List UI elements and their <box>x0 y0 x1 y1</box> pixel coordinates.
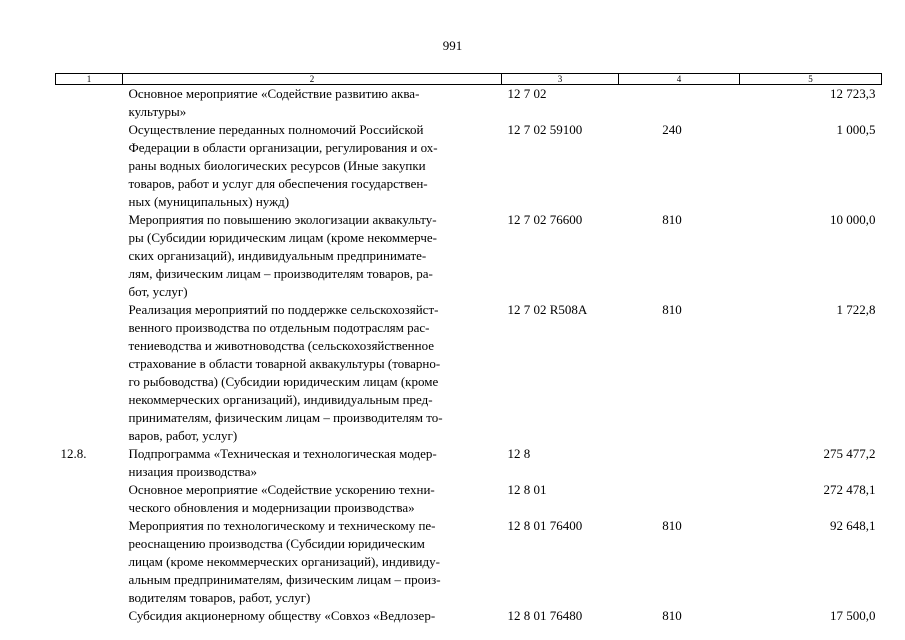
table-row <box>56 445 882 481</box>
expense-type-cell: 240 <box>662 122 682 137</box>
item-name-line: принимателям, физическим лицам – производителям то- <box>128 410 443 425</box>
item-name-line: альным предпринимателям, физическим лицам – произ- <box>128 572 441 587</box>
item-name-line: бот, услуг) <box>128 284 188 299</box>
item-name-line: тениеводства и животноводства (сельскохозяйственное <box>128 338 434 353</box>
column-header-4: 4 <box>619 74 740 85</box>
item-name-line: варов, работ, услуг) <box>128 428 238 443</box>
item-name-line: реоснащению производства (Субсидии юридическим <box>128 536 425 551</box>
amount-cell: 1 722,8 <box>836 302 876 317</box>
item-name-line: страхование в области товарной аквакультуры (товарно- <box>128 356 441 371</box>
item-name-line: Мероприятия по технологическому и техническому пе- <box>128 518 436 533</box>
item-name-line: лям, физическим лицам – производителям товаров, ра- <box>128 266 433 281</box>
row-number-cell <box>56 607 123 625</box>
budget-code-cell: 12 7 02 R508A <box>507 302 588 317</box>
expense-type-cell: 810 <box>662 518 682 533</box>
item-name-line: Мероприятия по повышению экологизации аквакульту- <box>128 212 437 227</box>
item-name-line: лицам (кроме некоммерческих организаций), индивиду- <box>128 554 440 569</box>
column-header-3: 3 <box>502 74 619 85</box>
amount-cell: 92 648,1 <box>830 518 876 533</box>
amount-cell: 12 723,3 <box>830 86 876 101</box>
item-name-line: ческого обновления и модернизации производства» <box>128 500 415 515</box>
item-name-line: Федерации в области организации, регулирования и ох- <box>128 140 438 155</box>
budget-code-cell: 12 7 02 59100 <box>507 122 583 137</box>
item-name-line: Подпрограмма «Техническая и технологическая модер- <box>128 446 437 461</box>
table-row <box>56 301 882 445</box>
budget-code-cell: 12 8 01 76480 <box>507 608 583 623</box>
item-name-cell <box>123 607 502 625</box>
item-name-cell <box>123 445 502 481</box>
row-number-cell <box>56 301 123 445</box>
row-number-cell <box>56 121 123 211</box>
amount-cell: 10 000,0 <box>830 212 876 227</box>
item-name-cell <box>123 85 502 122</box>
table-row <box>56 607 882 625</box>
item-name-line: Основное мероприятие «Содействие развитию аква- <box>128 86 420 101</box>
budget-code-cell: 12 8 <box>507 446 531 461</box>
item-name-line: Основное мероприятие «Содействие ускорению техни- <box>128 482 435 497</box>
item-name-cell <box>123 121 502 211</box>
item-name-line: Реализация мероприятий по поддержке сельскохозяйст- <box>128 302 439 317</box>
table-row <box>56 211 882 301</box>
amount-cell: 272 478,1 <box>823 482 876 497</box>
page-number: 991 <box>442 38 463 53</box>
row-number-cell <box>56 85 123 122</box>
expense-type-cell: 810 <box>662 212 682 227</box>
amount-cell: 17 500,0 <box>830 608 876 623</box>
budget-table <box>55 73 882 625</box>
item-name-line: ры (Субсидии юридическим лицам (кроме некоммерче- <box>128 230 437 245</box>
item-name-cell <box>123 301 502 445</box>
expense-type-cell: 810 <box>662 302 682 317</box>
budget-code-cell: 12 7 02 <box>507 86 547 101</box>
budget-code-cell: 12 7 02 76600 <box>507 212 583 227</box>
item-name-line: культуры» <box>128 104 187 119</box>
item-name-line: товаров, работ и услуг для обеспечения государствен- <box>128 176 428 191</box>
amount-cell: 275 477,2 <box>823 446 876 461</box>
table-row <box>56 121 882 211</box>
table-body <box>56 85 882 626</box>
item-name-line: венного производства по отдельным подотраслям рас- <box>128 320 430 335</box>
column-header-2: 2 <box>123 74 502 85</box>
budget-code-cell: 12 8 01 <box>507 482 547 497</box>
expense-type-cell <box>619 481 740 517</box>
item-name-line: Осуществление переданных полномочий Российской <box>128 122 424 137</box>
item-name-line: некоммерческих организаций), индивидуальным пред- <box>128 392 433 407</box>
row-number-cell <box>56 211 123 301</box>
item-name-line: ных (муниципальных) нужд) <box>128 194 290 209</box>
amount-cell: 1 000,5 <box>836 122 876 137</box>
column-header-1: 1 <box>56 74 123 85</box>
item-name-line: раны водных биологических ресурсов (Иные закупки <box>128 158 426 173</box>
item-name-line: Субсидия акционерному обществу «Совхоз «Ведлозер- <box>128 608 436 623</box>
column-number-header-row <box>56 74 882 85</box>
row-number-cell: 12.8. <box>60 446 87 461</box>
expense-type-cell <box>619 445 740 481</box>
item-name-cell <box>123 211 502 301</box>
expense-type-cell <box>619 85 740 122</box>
row-number-cell <box>56 517 123 607</box>
table-row <box>56 85 882 122</box>
item-name-cell <box>123 481 502 517</box>
item-name-line: низация производства» <box>128 464 257 479</box>
expense-type-cell: 810 <box>662 608 682 623</box>
budget-code-cell: 12 8 01 76400 <box>507 518 583 533</box>
item-name-line: ских организаций), индивидуальным предпринимате- <box>128 248 427 263</box>
item-name-line: го рыбоводства) (Субсидии юридическим лицам (кроме <box>128 374 439 389</box>
table-row <box>56 481 882 517</box>
item-name-cell <box>123 517 502 607</box>
row-number-cell <box>56 481 123 517</box>
item-name-line: водителям товаров, работ, услуг) <box>128 590 311 605</box>
column-header-5: 5 <box>740 74 882 85</box>
table-row <box>56 517 882 607</box>
